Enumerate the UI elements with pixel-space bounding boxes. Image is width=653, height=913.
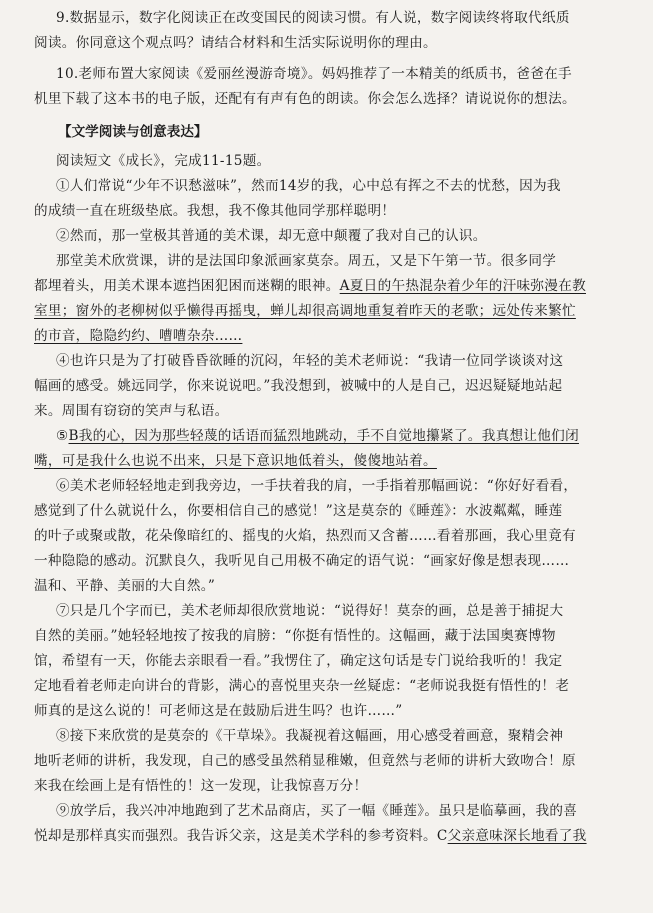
text-span: 悦却是那样真实而强烈。我告诉父亲，这是美术学科的参考资料。C xyxy=(34,828,448,844)
text-line: ①人们常说“少年不识愁滋味”，然而14岁的我，心中总有挥之不去的忧愁，因为我 xyxy=(56,178,561,194)
text-line xyxy=(34,324,625,349)
text-span: ⑤ xyxy=(56,428,69,444)
text-span: 都埋着头，用美术课本遮挡困犯困而迷糊的眼神。 xyxy=(34,278,340,294)
text-line: 馆，希望有一天，你能去亲眼看一看。”我愣住了，确定这句话是专门说给我听的！我定 xyxy=(34,653,563,669)
text-line: 来我在绘画上是有悟性的！这一发现，让我惊喜万分！ xyxy=(34,778,368,794)
text-line: ②然而，那一堂极其普通的美术课，却无意中颠覆了我对自己的认识。 xyxy=(56,228,487,244)
text-line: ⑥美术老师轻轻地走到我旁边，一手扶着我的肩，一手指着那幅画说：“你好好看看， xyxy=(56,478,578,494)
text-line: 那堂美术欣赏课，讲的是法国印象派画家莫奈。周五，又是下午第一节。很多同学 xyxy=(56,253,557,269)
text-line: 自然的美丽。”她轻轻地按了按我的肩膀：“你挺有悟性的。这幅画，藏于法国奥赛博物 xyxy=(34,628,556,644)
text-line xyxy=(34,449,625,474)
text-line: ⑧接下来欣赏的是莫奈的《干草垛》。我凝视着这幅画，用心感受着画意，聚精会神 xyxy=(56,728,564,744)
underlined-text: 父亲意味深长地看了我 xyxy=(447,828,587,844)
text-line: 师真的是这么说的！可老师这是在鼓励后进生吗？也许……” xyxy=(34,703,403,719)
text-line: 阅读短文《成长》，完成11-15题。 xyxy=(56,153,271,169)
underlined-text: 的市音，隐隐约约、嘈嘈杂杂…… xyxy=(34,328,243,344)
text-line: 的成绩一直在班级垫底。我想，我不像其他同学那样聪明！ xyxy=(34,203,396,219)
underlined-text: 嘴，可是我什么也说不出来，只是下意识地低着头，傻傻地站着。 xyxy=(34,453,437,469)
text-line: 地听老师的讲析，我发现，自己的感受虽然稍显稚嫩，但竟然与老师的讲析大致吻合！原 xyxy=(34,753,576,769)
text-line: 10.老师布置大家阅读《爱丽丝漫游奇境》。妈妈推荐了一本精美的纸质书，爸爸在手 xyxy=(56,66,572,82)
section-heading: 【文学阅读与创意表达】 xyxy=(58,124,208,140)
text-line: 幅画的感受。姚远同学，你来说说吧。”我没想到，被喊中的人是自己，迟迟疑疑地站起 xyxy=(34,378,563,394)
text-line: 感觉到了什么就说什么，你要相信自己的感觉！”这是莫奈的《睡莲》：水波粼粼，睡莲 xyxy=(34,503,563,519)
underlined-text: 室里；窗外的老柳树似乎懒得再摇曳，蝉儿却很高调地重复着昨天的老歌；远处传来繁忙 xyxy=(34,303,576,319)
text-line: 9.数据显示，数字化阅读正在改变国民的阅读习惯。有人说，数字阅读终将取代纸质 xyxy=(56,10,570,26)
text-line: ④也许只是为了打破昏昏欲睡的沉闷，年轻的美术老师说：“我请一位同学谈谈对这 xyxy=(56,353,564,369)
text-line: 来。周围有窃窃的笑声与私语。 xyxy=(34,403,229,419)
text-line: 温和、平静、美丽的大自然。” xyxy=(34,578,216,594)
text-line xyxy=(34,824,625,849)
text-line: 机里下载了这本书的电子版，还配有有声有色的朗读。你会怎么选择？请说说你的想法。 xyxy=(34,91,576,107)
text-line: 阅读。你同意这个观点吗？请结合材料和生活实际说明你的理由。 xyxy=(34,35,437,51)
text-line xyxy=(34,424,625,449)
underlined-text: A夏日的午热混杂着少年的汗味弥漫在教 xyxy=(339,278,586,294)
underlined-text: B我的心，因为那些轻蔑的话语而猛烈地跳动，手不自觉地攥紧了。我真想让他们闭 xyxy=(68,428,579,444)
text-line: ⑨放学后，我兴冲冲地跑到了艺术品商店，买了一幅《睡莲》。虽只是临摹画，我的喜 xyxy=(56,803,578,819)
text-line: 一种隐隐的感动。沉默良久，我听见自己用极不确定的语气说：“画家好像是想表现…… xyxy=(34,553,570,569)
text-line: 的叶子或聚或散，花朵像暗红的、摇曳的火焰，热烈而又含蓄……看着那画，我心里竟有 xyxy=(34,528,576,544)
text-line: 定地看着老师走向讲台的背影，满心的喜悦里夹杂一丝疑虑：“老师说我挺有悟性的！老 xyxy=(34,678,570,694)
text-line xyxy=(34,274,625,299)
text-line xyxy=(34,299,625,324)
text-line: ⑦只是几个字而已，美术老师却很欣赏地说：“说得好！莫奈的画，总是善于捕捉大 xyxy=(56,603,564,619)
